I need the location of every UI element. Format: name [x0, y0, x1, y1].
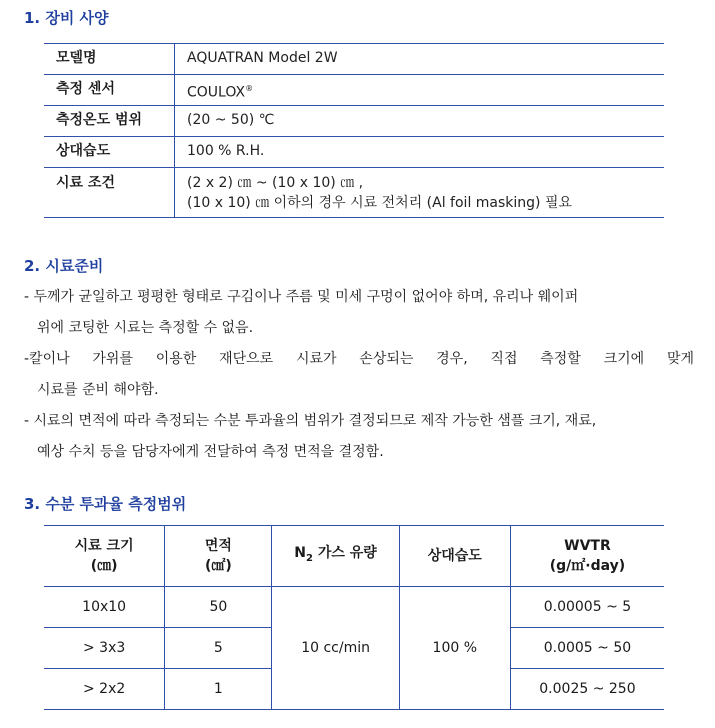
spec-value — [175, 75, 665, 106]
list-item-line: 예상 수치 등을 담당자에게 전달하여 측정 면적을 결정함. — [37, 444, 384, 460]
column-header-size: 시료 크기 (㎝) — [44, 526, 165, 587]
cell-area: 1 — [165, 669, 272, 710]
spec-value — [175, 168, 665, 218]
registered-mark: ® — [245, 84, 254, 93]
cell-gas-flow: 10 cc/min — [272, 587, 399, 710]
cell-size: > 3x3 — [44, 628, 165, 669]
cell-rh: 100 % — [399, 587, 510, 710]
range-table — [44, 525, 664, 710]
spec-row — [44, 137, 664, 168]
spec-row — [44, 44, 664, 75]
prep-list — [24, 282, 694, 468]
spec-value-line: (10 x 10) ㎝ 이하의 경우 시료 전처리 (Al foil masking) 필요 — [187, 195, 573, 211]
spec-key: 상대습도 — [44, 137, 175, 168]
list-item-line: -칼이나 가위를 이용한 재단으로 시료가 손상되는 경우, 직접 측정할 크기에 맞게 — [24, 351, 694, 367]
spec-row — [44, 75, 664, 106]
table-row — [44, 587, 664, 628]
spec-value-line: (2 x 2) ㎝ ~ (10 x 10) ㎝ , — [187, 175, 364, 191]
section-title-prep: 2. 시료준비 — [24, 257, 104, 275]
spec-value: (20 ~ 50) ℃ — [175, 106, 665, 137]
cell-wvtr: 0.00005 ~ 5 — [510, 587, 664, 628]
spec-key: 모델명 — [44, 44, 175, 75]
list-item — [24, 406, 694, 468]
header-row — [44, 526, 664, 587]
spec-value: AQUATRAN Model 2W — [175, 44, 665, 75]
cell-size: > 2x2 — [44, 669, 165, 710]
list-item-line: - 두께가 균일하고 평평한 형태로 구김이나 주름 및 미세 구멍이 없어야 하며, 유리나 웨이퍼 — [24, 289, 579, 305]
list-item — [24, 282, 694, 344]
list-item-line: 위에 코팅한 시료는 측정할 수 없음. — [37, 320, 254, 336]
column-header-rh: 상대습도 — [399, 526, 510, 587]
spec-row — [44, 106, 664, 137]
list-item — [24, 344, 694, 406]
spec-value: 100 % R.H. — [175, 137, 665, 168]
cell-wvtr: 0.0005 ~ 50 — [510, 628, 664, 669]
list-item-line: 시료를 준비 해야함. — [37, 382, 159, 398]
cell-area: 50 — [165, 587, 272, 628]
column-header-wvtr: WVTR (g/㎡·day) — [510, 526, 664, 587]
spec-key: 측정 센서 — [44, 75, 175, 106]
list-item-line: - 시료의 면적에 따라 측정되는 수분 투과율의 범위가 결정되므로 제작 가능한 샘플 크기, 재료, — [24, 413, 597, 429]
spec-table — [44, 43, 664, 218]
spec-row — [44, 168, 664, 218]
cell-wvtr: 0.0025 ~ 250 — [510, 669, 664, 710]
section-title-range: 3. 수분 투과율 측정범위 — [24, 495, 187, 513]
spec-key: 시료 조건 — [44, 168, 175, 218]
section-title-specs: 1. 장비 사양 — [24, 9, 109, 27]
spec-key: 측정온도 범위 — [44, 106, 175, 137]
column-header-gas-flow: $N_2$ 가스 유량 — [272, 526, 399, 587]
column-header-area: 면적 (㎠) — [165, 526, 272, 587]
cell-area: 5 — [165, 628, 272, 669]
cell-size: 10x10 — [44, 587, 165, 628]
sensor-name: COULOX — [187, 84, 246, 101]
